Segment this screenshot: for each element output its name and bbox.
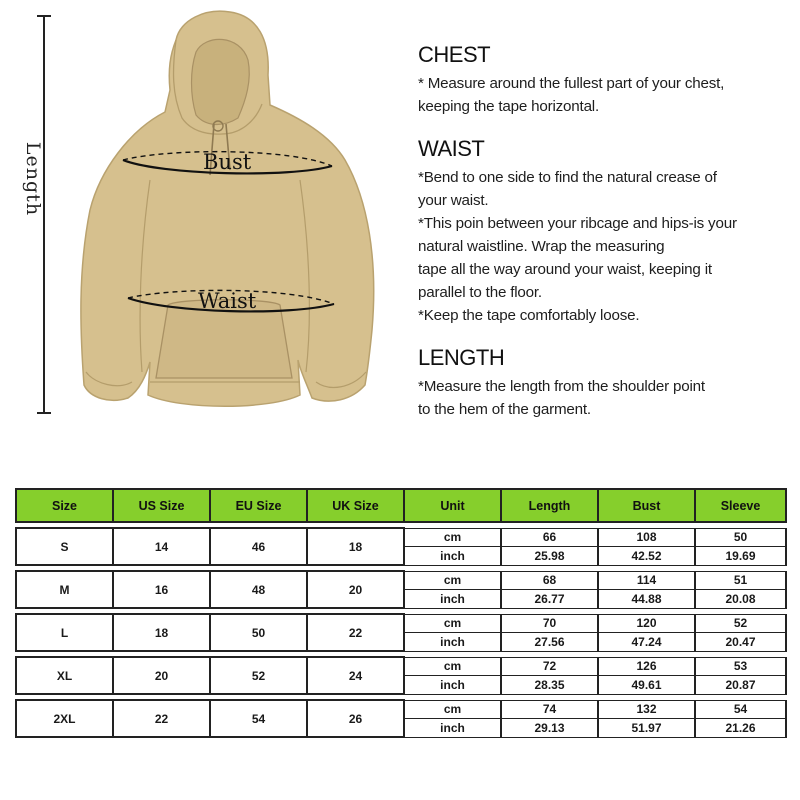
us-size-cell: 16 (113, 571, 210, 608)
us-size-cell: 14 (113, 528, 210, 565)
length-line: *Measure the length from the shoulder point (418, 378, 705, 395)
bust-cell: 44.88 (598, 590, 695, 609)
bust-cell: 126 (598, 657, 695, 676)
hoodie-diagram (0, 0, 400, 440)
uk-size-cell: 24 (307, 657, 404, 694)
length-cell: 29.13 (501, 719, 598, 738)
bust-cell: 132 (598, 700, 695, 719)
column-header: Length (501, 489, 598, 522)
waist-section (418, 136, 793, 327)
us-size-cell: 20 (113, 657, 210, 694)
bust-cell: 42.52 (598, 547, 695, 566)
sleeve-cell: 20.47 (695, 633, 786, 652)
size-cell: M (16, 571, 113, 608)
table-row (16, 571, 786, 590)
hoodie-illustration (0, 0, 400, 440)
length-cell: 26.77 (501, 590, 598, 609)
table-header-row (16, 489, 786, 522)
size-chart-table (15, 488, 787, 738)
column-header: UK Size (307, 489, 404, 522)
eu-size-cell: 54 (210, 700, 307, 737)
hoodie-shape (81, 11, 374, 406)
table-row (16, 700, 786, 719)
unit-cell: cm (404, 571, 501, 590)
size-cell: S (16, 528, 113, 565)
waist-line: tape all the way around your waist, keeping it (418, 261, 712, 278)
sleeve-cell: 54 (695, 700, 786, 719)
unit-cell: inch (404, 676, 501, 695)
bust-cell: 51.97 (598, 719, 695, 738)
uk-size-cell: 22 (307, 614, 404, 651)
eu-size-cell: 50 (210, 614, 307, 651)
table-row (16, 614, 786, 633)
measurement-guide (418, 42, 793, 435)
chest-title: CHEST (418, 42, 491, 67)
table-row (16, 657, 786, 676)
eu-size-cell: 46 (210, 528, 307, 565)
column-header: Bust (598, 489, 695, 522)
uk-size-cell: 20 (307, 571, 404, 608)
chest-line: keeping the tape horizontal. (418, 98, 600, 115)
eu-size-cell: 52 (210, 657, 307, 694)
unit-cell: inch (404, 590, 501, 609)
unit-cell: cm (404, 528, 501, 547)
sleeve-cell: 21.26 (695, 719, 786, 738)
length-cell: 66 (501, 528, 598, 547)
sleeve-cell: 19.69 (695, 547, 786, 566)
bust-label: Bust (203, 150, 252, 174)
uk-size-cell: 18 (307, 528, 404, 565)
waist-line: *This poin between your ribcage and hips-is your (418, 215, 737, 232)
column-header: Sleeve (695, 489, 786, 522)
length-title: LENGTH (418, 345, 505, 370)
length-cell: 27.56 (501, 633, 598, 652)
chest-section (418, 42, 793, 118)
waist-line: natural waistline. Wrap the measuring (418, 238, 665, 255)
column-header: US Size (113, 489, 210, 522)
length-cell: 70 (501, 614, 598, 633)
waist-line: your waist. (418, 192, 489, 209)
length-label: Length (22, 141, 44, 217)
sleeve-cell: 20.87 (695, 676, 786, 695)
bust-cell: 49.61 (598, 676, 695, 695)
bust-cell: 120 (598, 614, 695, 633)
eu-size-cell: 48 (210, 571, 307, 608)
sleeve-cell: 53 (695, 657, 786, 676)
waist-label: Waist (198, 289, 257, 313)
waist-title: WAIST (418, 136, 485, 161)
bust-cell: 108 (598, 528, 695, 547)
column-header: Unit (404, 489, 501, 522)
uk-size-cell: 26 (307, 700, 404, 737)
bust-cell: 114 (598, 571, 695, 590)
sleeve-cell: 20.08 (695, 590, 786, 609)
column-header: EU Size (210, 489, 307, 522)
waist-line: *Bend to one side to find the natural crease of (418, 169, 717, 186)
length-cell: 74 (501, 700, 598, 719)
sleeve-cell: 50 (695, 528, 786, 547)
unit-cell: inch (404, 719, 501, 738)
unit-cell: cm (404, 700, 501, 719)
length-cell: 28.35 (501, 676, 598, 695)
bust-cell: 47.24 (598, 633, 695, 652)
length-cell: 68 (501, 571, 598, 590)
us-size-cell: 22 (113, 700, 210, 737)
size-cell: L (16, 614, 113, 651)
column-header: Size (16, 489, 113, 522)
unit-cell: cm (404, 614, 501, 633)
length-cell: 72 (501, 657, 598, 676)
size-cell: 2XL (16, 700, 113, 737)
length-cell: 25.98 (501, 547, 598, 566)
chest-line: * Measure around the fullest part of your chest, (418, 75, 725, 92)
size-cell: XL (16, 657, 113, 694)
table-row (16, 528, 786, 547)
waist-line: parallel to the floor. (418, 284, 542, 301)
length-section (418, 345, 793, 421)
sleeve-cell: 51 (695, 571, 786, 590)
waist-line: *Keep the tape comfortably loose. (418, 307, 640, 324)
unit-cell: inch (404, 547, 501, 566)
sleeve-cell: 52 (695, 614, 786, 633)
unit-cell: cm (404, 657, 501, 676)
length-line: to the hem of the garment. (418, 401, 591, 418)
unit-cell: inch (404, 633, 501, 652)
us-size-cell: 18 (113, 614, 210, 651)
